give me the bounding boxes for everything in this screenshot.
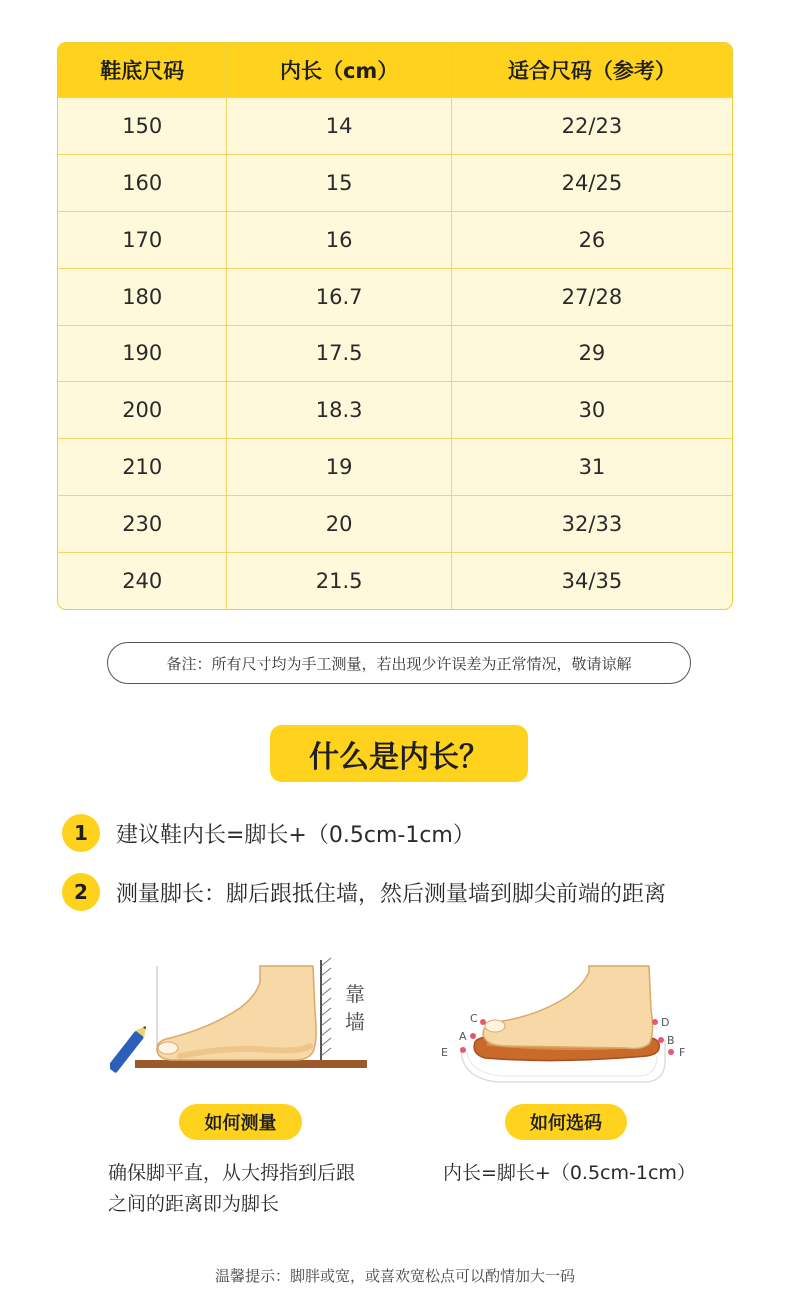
table-row bbox=[58, 381, 732, 438]
size-table bbox=[57, 42, 733, 610]
point-label-c: C bbox=[470, 1012, 478, 1025]
cell-sole-size: 240 bbox=[58, 552, 227, 609]
cell-sole-size: 150 bbox=[58, 97, 227, 154]
step-text: 建议鞋内长=脚长+（0.5cm-1cm） bbox=[116, 822, 475, 848]
wall-label: 靠墙 bbox=[345, 982, 365, 1034]
cell-fit-size: 30 bbox=[452, 381, 732, 438]
table-row bbox=[58, 495, 732, 552]
cell-fit-size: 34/35 bbox=[452, 552, 732, 609]
cell-fit-size: 29 bbox=[452, 325, 732, 382]
how-to-choose-size-tag: 如何选码 bbox=[505, 1104, 627, 1140]
table-header-row bbox=[58, 43, 732, 97]
measure-description bbox=[108, 1158, 398, 1220]
table-row bbox=[58, 268, 732, 325]
cell-inner-length: 21.5 bbox=[227, 552, 451, 609]
table-row bbox=[58, 552, 732, 609]
header-sole-size: 鞋底尺码 bbox=[58, 43, 227, 97]
cell-inner-length: 19 bbox=[227, 438, 451, 495]
table-row bbox=[58, 97, 732, 154]
foot-measure-illustration bbox=[110, 952, 380, 1077]
cell-inner-length: 20 bbox=[227, 495, 451, 552]
cell-sole-size: 190 bbox=[58, 325, 227, 382]
section-title: 什么是内长？ bbox=[270, 725, 528, 782]
point-label-a: A bbox=[459, 1030, 467, 1043]
choose-size-description: 内长=脚长+（0.5cm-1cm） bbox=[443, 1162, 696, 1184]
cell-sole-size: 170 bbox=[58, 211, 227, 268]
step-2 bbox=[62, 872, 666, 912]
step-1 bbox=[62, 813, 475, 853]
cell-fit-size: 24/25 bbox=[452, 154, 732, 211]
table-row bbox=[58, 211, 732, 268]
step-number-badge: 1 bbox=[62, 814, 100, 852]
cell-fit-size: 32/33 bbox=[452, 495, 732, 552]
measure-description-line: 之间的距离即为脚长 bbox=[108, 1193, 280, 1215]
wall-icon bbox=[321, 958, 331, 1060]
cell-inner-length: 15 bbox=[227, 154, 451, 211]
point-label-d: D bbox=[661, 1016, 670, 1029]
table-row bbox=[58, 438, 732, 495]
footer-tip: 温馨提示：脚胖或宽，或喜欢宽松点可以酌情加大一码 bbox=[214, 1267, 575, 1285]
table-row bbox=[58, 325, 732, 382]
point-label-e: E bbox=[441, 1046, 448, 1059]
step-number-badge: 2 bbox=[62, 873, 100, 911]
cell-inner-length: 16 bbox=[227, 211, 451, 268]
table-row bbox=[58, 154, 732, 211]
header-inner-length: 内长（cm） bbox=[227, 43, 451, 97]
cell-sole-size: 180 bbox=[58, 268, 227, 325]
point-label-b: B bbox=[667, 1034, 675, 1047]
foot-icon bbox=[483, 966, 653, 1049]
cell-sole-size: 230 bbox=[58, 495, 227, 552]
cell-fit-size: 26 bbox=[452, 211, 732, 268]
shoe-fit-illustration bbox=[437, 960, 697, 1090]
measure-description-line: 确保脚平直，从大拇指到后跟 bbox=[108, 1162, 356, 1184]
cell-fit-size: 22/23 bbox=[452, 97, 732, 154]
measurement-note: 备注：所有尺寸均为手工测量，若出现少许误差为正常情况，敬请谅解 bbox=[107, 642, 691, 684]
cell-sole-size: 210 bbox=[58, 438, 227, 495]
cell-sole-size: 160 bbox=[58, 154, 227, 211]
how-to-measure-tag: 如何测量 bbox=[179, 1104, 302, 1140]
cell-inner-length: 16.7 bbox=[227, 268, 451, 325]
cell-sole-size: 200 bbox=[58, 381, 227, 438]
cell-fit-size: 31 bbox=[452, 438, 732, 495]
point-label-f: F bbox=[679, 1046, 686, 1059]
cell-inner-length: 17.5 bbox=[227, 325, 451, 382]
cell-fit-size: 27/28 bbox=[452, 268, 732, 325]
step-text: 测量脚长：脚后跟抵住墙，然后测量墙到脚尖前端的距离 bbox=[116, 881, 667, 907]
foot-icon bbox=[157, 966, 316, 1060]
cell-inner-length: 18.3 bbox=[227, 381, 451, 438]
cell-inner-length: 14 bbox=[227, 97, 451, 154]
header-fit-size: 适合尺码（参考） bbox=[452, 43, 732, 97]
